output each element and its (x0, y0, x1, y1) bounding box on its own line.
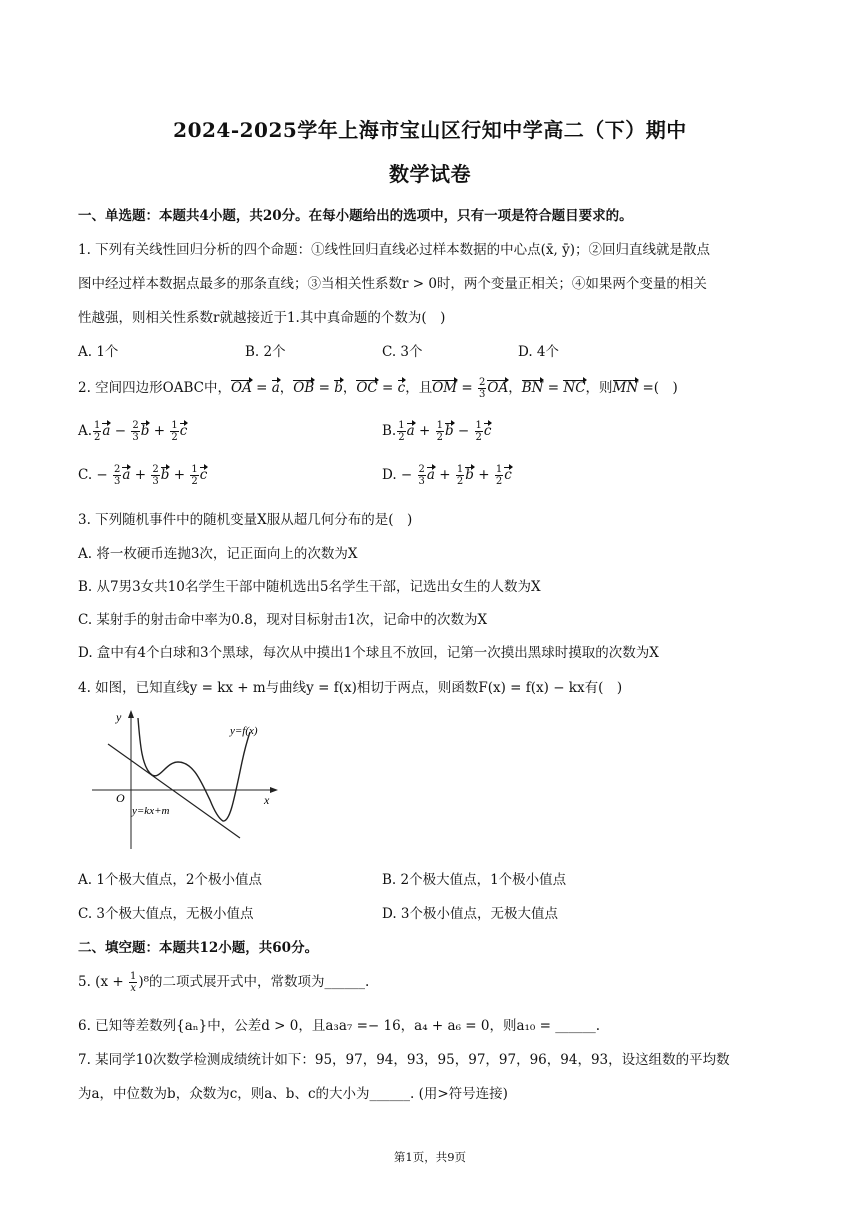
q1-line1: 1. 下列有关线性回归分析的四个命题：①线性回归直线必过样本数据的中心点(x̄, ȳ)；②回归直线就是散点 (78, 242, 711, 258)
curve-label: y=f(x) (230, 725, 258, 737)
q3-stem: 3. 下列随机事件中的随机变量X服从超几何分布的是( ) (78, 512, 413, 528)
q3-option-d: D. 盒中有4个白球和3个黑球，每次从中摸出1个球且不放回，记第一次摸出黑球时摸取的次数为X (78, 645, 659, 661)
vec-oc: OC (356, 380, 378, 396)
q6-stem: 6. 已知等差数列{aₙ}中，公差d > 0，且a₃a₇ =− 16，a₄ + a₆ = 0，则a₁₀ = ______. (78, 1018, 601, 1034)
q1-option-b: B. 2个 (245, 344, 286, 360)
q3-option-a: A. 将一枚硬币连抛3次，记正面向上的次数为X (78, 546, 358, 562)
q3-option-c: C. 某射手的射击命中率为0.8，现对目标射击1次，记命中的次数为X (78, 612, 488, 628)
q4-stem: 4. 如图，已知直线y = kx + m与曲线y = f(x)相切于两点，则函数F(x) = f(x) − kx有( ) (78, 680, 623, 696)
vec-oa: OA (231, 380, 252, 396)
q2-option-c: C. − $\frac{2}{3}$ a + $\frac{2}{3}$ b + $\frac{1}{2}$ c (78, 464, 208, 487)
vec-bn: BN (521, 380, 544, 396)
section-heading-fill-in: 二、填空题：本题共12小题，共60分。 (78, 940, 319, 956)
vec-mn: MN (612, 380, 639, 396)
q7-line2: 为a，中位数为b，众数为c，则a、b、c的大小为______. (用>符号连接) (78, 1086, 508, 1102)
vec-a: a (271, 380, 280, 396)
q4-option-a: A. 1个极大值点，2个极小值点 (78, 872, 263, 888)
q3-option-b: B. 从7男3女共10名学生干部中随机选出5名学生干部，记选出女生的人数为X (78, 579, 541, 595)
origin-label: O (116, 791, 125, 805)
q4-option-c: C. 3个极大值点，无极小值点 (78, 906, 254, 922)
q7-line1: 7. 某同学10次数学检测成绩统计如下：95，97，94，93，95，97，97，96，94，93，设这组数的平均数 (78, 1052, 730, 1068)
q1-option-a: A. 1个 (78, 344, 119, 360)
y-axis-arrow (128, 710, 134, 718)
vec-ob: OB (293, 380, 315, 396)
vec-c: c (397, 380, 406, 396)
q5-stem: 5. (x + $\frac{1}{x}$ )⁸的二项式展开式中，常数项为______. (78, 971, 370, 994)
section-heading-single-choice: 一、单选题：本题共4小题，共20分。在每小题给出的选项中，只有一项是符合题目要求的。 (78, 208, 633, 224)
vec-oa-2: OA (487, 380, 509, 396)
tangent-line (108, 744, 240, 838)
q1-option-d: D. 4个 (518, 344, 560, 360)
page-title: 2024-2025学年上海市宝山区行知中学高二（下）期中 (173, 118, 687, 142)
x-axis-arrow (270, 787, 278, 793)
q2-option-d: D. − $\frac{2}{3}$ a + $\frac{1}{2}$ b + $\frac{1}{2}$ c (382, 464, 512, 487)
y-axis-label: y (116, 710, 122, 724)
q1-line3: 性越强，则相关性系数r就越接近于1.其中真命题的个数为( ) (78, 310, 446, 326)
vec-om: OM (432, 380, 458, 396)
q1-line2: 图中经过样本数据点最多的那条直线；③当相关性系数r > 0时，两个变量正相关；④如果两个变量的相关 (78, 276, 707, 292)
q4-option-d: D. 3个极小值点，无极大值点 (382, 906, 559, 922)
q2-option-b: B. $\frac{1}{2}$ a + $\frac{1}{2}$ b − $\frac{1}{2}$ c (382, 420, 492, 443)
q4-option-b: B. 2个极大值点，1个极小值点 (382, 872, 567, 888)
q2-stem: 2. 空间四边形OABC中，OA = a，OB = b，OC = c，且OM = $\frac{2}{3}$ OA，BN = NC，则MN =( ) (78, 377, 678, 400)
vec-nc: NC (563, 380, 586, 396)
line-label: y=kx+m (132, 805, 170, 817)
q4-function-graph (86, 704, 286, 854)
q1-option-c: C. 3个 (382, 344, 423, 360)
q2-prefix: 2. 空间四边形OABC中， (78, 380, 231, 396)
page-subtitle: 数学试卷 (389, 162, 471, 186)
x-axis-label: x (264, 793, 270, 807)
q2-option-a: A. $\frac{1}{2}$ a − $\frac{2}{3}$ b + $\frac{1}{2}$ c (78, 420, 188, 443)
page-footer: 第1页，共9页 (393, 1150, 467, 1164)
vec-b: b (334, 380, 343, 396)
